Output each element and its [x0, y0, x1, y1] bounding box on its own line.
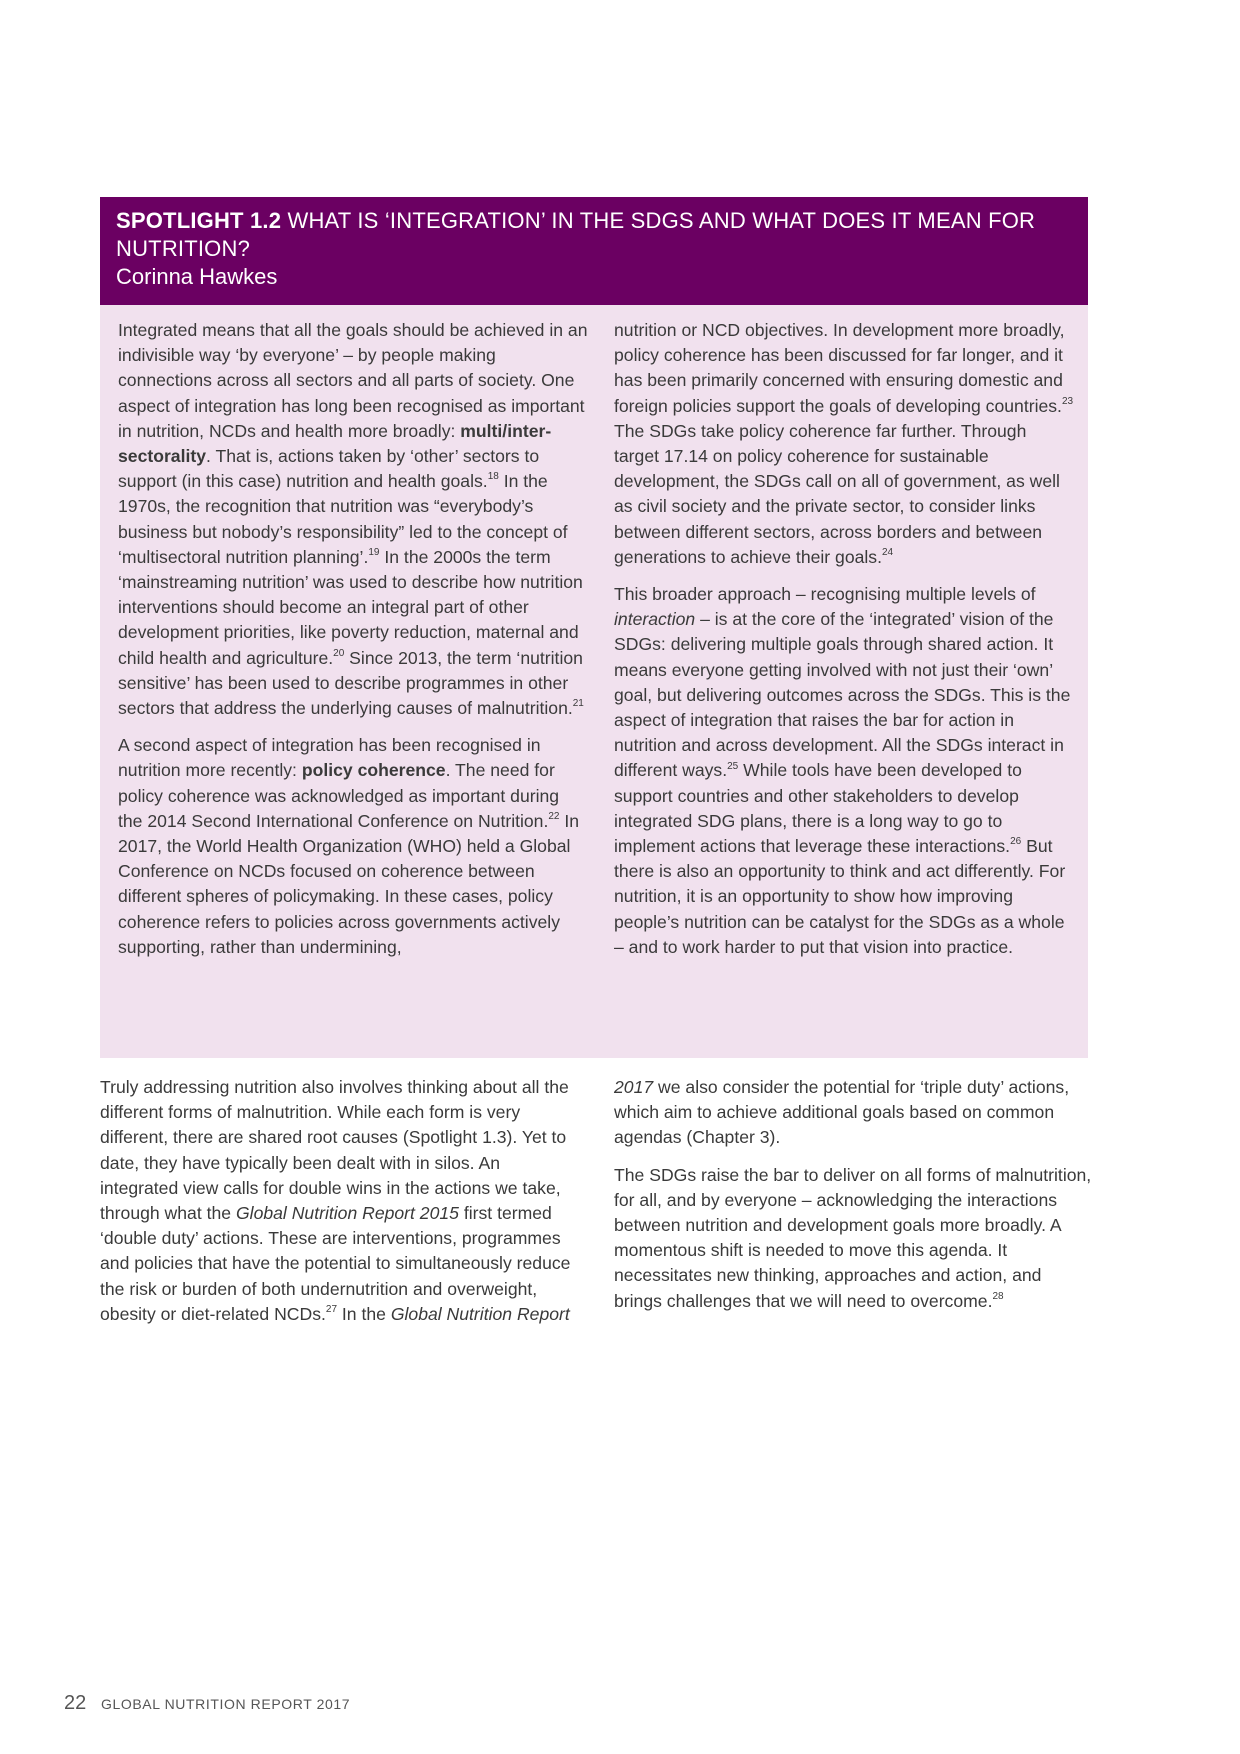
footnote-ref: 22	[548, 811, 560, 822]
footnote-ref: 18	[487, 471, 499, 483]
spotlight-header	[100, 197, 1088, 305]
paragraph	[118, 733, 588, 960]
footnote-ref: 28	[992, 1290, 1004, 1302]
spotlight-right-column	[614, 318, 1074, 972]
text-run: Integrated means that all the goals should be achieved in an indivisible way ‘by everyone’ – by people making connections across all sectors and all parts of society. One aspect of integration has long been recognised as important in nutrition, NCDs and health more broadly:	[118, 320, 588, 441]
spotlight-left-column	[118, 318, 588, 972]
text-run: But there is also an opportunity to think and act differently. For nutrition, it is an opportunity to show how improving people’s nutrition can be catalyst for the SDGs as a whole – and to work harder to put that vision into practice.	[614, 836, 1066, 957]
text-run: In 2017, the World Health Organization (WHO) held a Global Conference on NCDs focused on coherence between different spheres of policymaking. In these cases, policy coherence refers to policies across governments actively supporting, rather than undermining,	[118, 810, 580, 957]
text-run: . The need for policy coherence was acknowledged as important during the 2014 Second International Conference on Nutrition.	[118, 760, 560, 831]
text-run: In the 2000s the term ‘mainstreaming nutrition’ was used to describe how nutrition interventions should become an integral part of other development priorities, like poverty reduction, maternal and child health and agriculture.	[118, 546, 583, 668]
footnote-ref: 21	[572, 698, 584, 710]
text-run: first termed ‘double duty’ actions. These are interventions, programmes and policies that have the potential to simultaneously reduce the risk or burden of both undernutrition and overweight, obesity or diet-related NCDs.	[100, 1203, 571, 1324]
text-run: nutrition or NCD objectives. In development more broadly, policy coherence has been discussed for far longer, and it has been primarily concerned with ensuring domestic and foreign policies support the goals of developing countries.	[614, 320, 1065, 416]
paragraph	[118, 318, 588, 721]
paragraph	[614, 582, 1074, 960]
footnote-ref: 26	[1010, 836, 1022, 848]
footnote-ref: 20	[333, 647, 345, 659]
text-run: While tools have been developed to support countries and other stakeholders to develop integrated SDG plans, there is a long way to go to implement actions that leverage these interactions.	[614, 760, 1022, 857]
text-run: The SDGs raise the bar to deliver on all forms of malnutrition, for all, and by everyone – acknowledging the interactions between nutrition and development goals more broadly. A momentous shift is needed to move this agenda. It necessitates new thinking, approaches and action, and brings challenges that we will need to overcome.	[614, 1164, 1092, 1311]
paragraph	[614, 318, 1074, 570]
text-run: The SDGs take policy coherence far further. Through target 17.14 on policy coherence for sustainable development, the SDGs call on all of government, as well as civil society and the private sector, to consider links between different sectors, across borders and between generations to achieve their goals.	[614, 420, 1060, 567]
main-left-column	[100, 1075, 580, 1339]
footnote-ref: 23	[1061, 395, 1074, 407]
text-run: – is at the core of the ‘integrated’ vision of the SDGs: delivering multiple goals through shared action. It means everyone getting involved with not just their ‘own’ goal, but delivering outcomes across the SDGs. This is the aspect of integration that raises the bar for action in nutrition and across development. All the SDGs interact in different ways.	[614, 609, 1071, 781]
text-run: Since 2013, the term ‘nutrition sensitive’ has been used to describe programmes in other sectors that address the underlying causes of malnutrition.	[118, 647, 583, 719]
paragraph	[614, 1075, 1094, 1151]
paragraph	[614, 1163, 1094, 1314]
running-title: GLOBAL NUTRITION REPORT 2017	[100, 1696, 351, 1712]
bold-term: multi/inter-sectorality	[118, 420, 552, 467]
italic-term: interaction	[614, 609, 696, 630]
text-run: In the 1970s, the recognition that nutrition was “everybody’s business but nobody’s responsibility” led to the concept of ‘multisectoral nutrition planning’.	[118, 471, 568, 567]
spotlight-title-text: WHAT IS ‘INTEGRATION’ IN THE SDGS AND WHAT DOES IT MEAN FOR NUTRITION?	[116, 208, 1036, 261]
main-right-column	[614, 1075, 1094, 1326]
footnote-ref: 25	[727, 760, 739, 772]
text-run: In the	[337, 1303, 391, 1324]
footnote-ref: 24	[882, 546, 894, 558]
page-footer	[64, 1692, 350, 1715]
text-run: . That is, actions taken by ‘other’ sectors to support (in this case) nutrition and health goals.	[118, 446, 540, 492]
bold-term: policy coherence	[301, 760, 446, 781]
text-run: we also consider the potential for ‘triple duty’ actions, which aim to achieve additional goals based on common agendas (Chapter 3).	[614, 1077, 1070, 1148]
footnote-ref: 19	[368, 546, 380, 558]
footnote-ref: 27	[325, 1303, 338, 1315]
italic-title: Global Nutrition Report 2015	[235, 1203, 459, 1224]
text-run: This broader approach – recognising multiple levels of	[614, 584, 1036, 605]
text-run: Truly addressing nutrition also involves thinking about all the different forms of malnutrition. While each form is very different, there are shared root causes (Spotlight 1.3). Yet to date, they have typically been dealt with in silos. An integrated view calls for double wins in the actions we take, through what the	[100, 1077, 569, 1224]
paragraph	[100, 1075, 580, 1327]
italic-title: 2017	[614, 1077, 654, 1097]
text-run: A second aspect of integration has been recognised in nutrition more recently:	[118, 735, 541, 781]
spotlight-label: SPOTLIGHT 1.2	[116, 208, 282, 233]
spotlight-title	[116, 207, 1072, 263]
page-number: 22	[64, 1692, 87, 1714]
spotlight-author: Corinna Hawkes	[116, 264, 278, 289]
italic-title: Global Nutrition Report	[390, 1303, 570, 1324]
